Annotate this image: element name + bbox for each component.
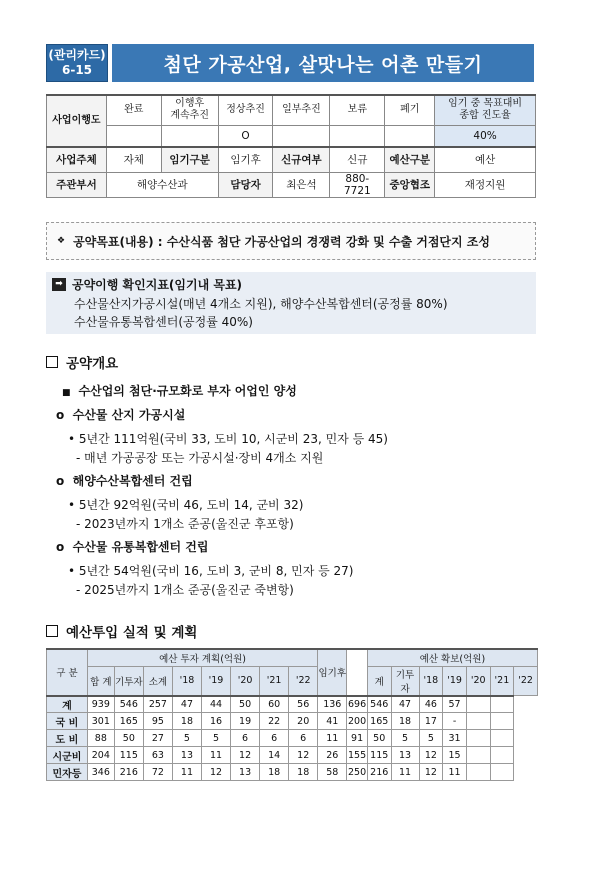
table-row: [47, 696, 538, 713]
secured-cell: 12: [419, 747, 443, 764]
secured-cell: 115: [367, 747, 391, 764]
secured-cell: [466, 730, 490, 747]
kpi-line-2: 수산물유통복합센터(공정률 40%): [74, 315, 253, 329]
label-budget-type: 예산구분: [385, 147, 435, 172]
kpi-header: [52, 276, 536, 292]
plan-cell: 6: [289, 730, 318, 747]
secured-col-1: 기투자: [391, 666, 419, 696]
overview-heading: [46, 352, 118, 372]
secured-cell: 47: [391, 696, 419, 713]
overview-title: 공약개요: [66, 356, 119, 372]
plan-cell: 20: [289, 713, 318, 730]
progress-val-5: [385, 125, 435, 147]
secured-cell: 200: [347, 713, 368, 730]
plan-col-5: '20: [231, 666, 260, 696]
secured-cell: 13: [391, 747, 419, 764]
secured-col-3: '19: [443, 666, 467, 696]
overview-main: [62, 382, 297, 399]
after-cell: 136: [318, 696, 347, 713]
item-1-head-text: 수산물 산지 가공시설: [72, 408, 186, 422]
plan-cell: 939: [87, 696, 114, 713]
kpi-box: [46, 272, 536, 334]
secured-cell: 57: [443, 696, 467, 713]
plan-cell: 6: [231, 730, 260, 747]
plan-cell: 95: [143, 713, 172, 730]
card-header: [46, 44, 534, 82]
square-icon: [46, 356, 58, 368]
progress-col-2: 정상추진: [218, 95, 273, 125]
plan-cell: 19: [231, 713, 260, 730]
secured-cell: 11: [443, 764, 467, 781]
item-3-bullet-text: 5년간 54억원(국비 16, 도비 3, 군비 8, 민자 등 27): [78, 564, 354, 578]
secured-cell: 91: [347, 730, 368, 747]
secured-cell: 250: [347, 764, 368, 781]
plan-cell: 18: [289, 764, 318, 781]
plan-cell: 72: [143, 764, 172, 781]
secured-cell: 11: [391, 764, 419, 781]
term: 임기후: [218, 147, 273, 172]
plan-cell: 13: [172, 747, 201, 764]
progress-val-0: [106, 125, 161, 147]
item-2-bullet-text: 5년간 92억원(국비 46, 도비 14, 군비 32): [78, 498, 304, 512]
secured-cell: [466, 764, 490, 781]
secured-cell: 5: [419, 730, 443, 747]
budget-title: 예산투입 실적 및 계획: [66, 625, 198, 641]
plan-cell: 13: [231, 764, 260, 781]
item-2-sub: - 2023년까지 1개소 준공(울진군 후포항): [76, 517, 294, 531]
plan-cell: 115: [114, 747, 143, 764]
diamond-icon: ❖: [57, 236, 66, 246]
plan-cell: 346: [87, 764, 114, 781]
secured-cell: 165: [367, 713, 391, 730]
secured-cell: 546: [367, 696, 391, 713]
plan-cell: 22: [260, 713, 289, 730]
secured-cell: [490, 713, 514, 730]
secured-cell: 696: [347, 696, 368, 713]
label-department: 주관부서: [47, 172, 107, 197]
new-status: 신규: [330, 147, 385, 172]
item-3-sub: - 2025년까지 1개소 준공(울진군 죽변항): [76, 583, 294, 597]
central-support: 재정지원: [435, 172, 536, 197]
label-central: 중앙협조: [385, 172, 435, 197]
plan-cell: 546: [114, 696, 143, 713]
secured-cell: [490, 730, 514, 747]
after-cell: 26: [318, 747, 347, 764]
secured-cell: 216: [367, 764, 391, 781]
plan-cell: 5: [201, 730, 230, 747]
plan-cell: 216: [114, 764, 143, 781]
secured-cell: 46: [419, 696, 443, 713]
plan-cell: 63: [143, 747, 172, 764]
plan-cell: 6: [260, 730, 289, 747]
card-code-label: (관리카드): [48, 48, 106, 62]
phone: 880-7721: [330, 172, 385, 197]
item-2-head-text: 해양수산복합센터 건립: [72, 474, 193, 488]
after-cell: 58: [318, 764, 347, 781]
plan-cell: 257: [143, 696, 172, 713]
after-cell: 41: [318, 713, 347, 730]
square-icon: [46, 625, 58, 637]
budget-col-label: 구 분: [47, 649, 88, 696]
item-1-head: o 수산물 산지 가공시설: [56, 408, 186, 422]
overview-main-text: 수산업의 첨단·규모화로 부자 어업인 양성: [78, 384, 297, 398]
plan-col-6: '21: [260, 666, 289, 696]
plan-cell: 18: [172, 713, 201, 730]
plan-cell: 18: [260, 764, 289, 781]
progress-col-1: 이행후 계속추진: [161, 95, 218, 125]
card-code: [46, 44, 108, 82]
budget-heading: [46, 621, 197, 641]
plan-cell: 165: [114, 713, 143, 730]
label-project-owner: 사업주체: [47, 147, 107, 172]
table-row: [47, 713, 538, 730]
secured-cell: [466, 696, 490, 713]
row-label: 시군비: [47, 747, 88, 764]
page-title: 첨단 가공산업, 살맛나는 어촌 만들기: [112, 44, 534, 82]
item-3-head-text: 수산물 유통복합센터 건립: [72, 540, 209, 554]
secured-cell: 12: [419, 764, 443, 781]
after-cell: 11: [318, 730, 347, 747]
row-label: 민자등: [47, 764, 88, 781]
plan-cell: 5: [172, 730, 201, 747]
item-2-bullet: • 5년간 92억원(국비 46, 도비 14, 군비 32): [68, 498, 304, 512]
row-label: 도 비: [47, 730, 88, 747]
plan-cell: 14: [260, 747, 289, 764]
project-info-table: [46, 94, 536, 198]
secured-cell: [466, 747, 490, 764]
project-owner: 자체: [106, 147, 161, 172]
progress-val-2: O: [218, 125, 273, 147]
budget-type: 예산: [435, 147, 536, 172]
goal-text: 공약목표(내용) : 수산식품 첨단 가공산업의 경쟁력 강화 및 수출 거점단지 조성: [73, 234, 490, 249]
plan-cell: 204: [87, 747, 114, 764]
item-3-head: o 수산물 유통복합센터 건립: [56, 540, 209, 554]
progress-rate: 40%: [435, 125, 536, 147]
plan-col-4: '19: [201, 666, 230, 696]
table-row: [47, 730, 538, 747]
plan-cell: 12: [231, 747, 260, 764]
label-new: 신규여부: [273, 147, 330, 172]
label-manager: 담당자: [218, 172, 273, 197]
plan-cell: 12: [201, 764, 230, 781]
progress-val-1: [161, 125, 218, 147]
secured-col-5: '21: [490, 666, 514, 696]
secured-header: 예산 확보(억원): [367, 649, 537, 666]
plan-col-7: '22: [289, 666, 318, 696]
progress-col-5: 폐기: [385, 95, 435, 125]
plan-cell: 12: [289, 747, 318, 764]
secured-cell: 5: [391, 730, 419, 747]
secured-cell: 15: [443, 747, 467, 764]
secured-cell: [490, 696, 514, 713]
plan-cell: 44: [201, 696, 230, 713]
table-row: [47, 747, 538, 764]
plan-cell: 50: [114, 730, 143, 747]
plan-cell: 56: [289, 696, 318, 713]
secured-cell: 18: [391, 713, 419, 730]
secured-col-2: '18: [419, 666, 443, 696]
secured-cell: [490, 747, 514, 764]
plan-col-0: 합 계: [87, 666, 114, 696]
plan-cell: 301: [87, 713, 114, 730]
goal-box: [46, 222, 536, 260]
plan-cell: 47: [172, 696, 201, 713]
secured-cell: [466, 713, 490, 730]
table-gap: [347, 649, 368, 696]
plan-cell: 16: [201, 713, 230, 730]
progress-col-0: 완료: [106, 95, 161, 125]
progress-label: 사업이행도: [47, 95, 107, 147]
kpi-title: 공약이행 확인지표(임기내 목표): [72, 277, 243, 292]
table-row: [47, 764, 538, 781]
progress-val-4: [330, 125, 385, 147]
after-header: 임기후: [318, 649, 347, 696]
secured-cell: [490, 764, 514, 781]
card-code-number: 6-15: [61, 63, 93, 77]
progress-col-4: 보류: [330, 95, 385, 125]
item-1-sub: - 매년 가공공장 또는 가공시설·장비 4개소 지원: [76, 451, 324, 465]
secured-cell: -: [443, 713, 467, 730]
plan-cell: 50: [231, 696, 260, 713]
plan-cell: 88: [87, 730, 114, 747]
item-3-bullet: • 5년간 54억원(국비 16, 도비 3, 군비 8, 민자 등 27): [68, 564, 354, 578]
plan-col-3: '18: [172, 666, 201, 696]
plan-cell: 11: [201, 747, 230, 764]
plan-cell: 27: [143, 730, 172, 747]
secured-cell: 17: [419, 713, 443, 730]
label-term: 임기구분: [161, 147, 218, 172]
plan-header: 예산 투자 계획(억원): [87, 649, 317, 666]
secured-cell: 31: [443, 730, 467, 747]
plan-col-1: 기투자: [114, 666, 143, 696]
item-1-bullet: • 5년간 111억원(국비 33, 도비 10, 시군비 23, 민자 등 45): [68, 432, 388, 446]
progress-col-3: 일부추진: [273, 95, 330, 125]
secured-cell: 50: [367, 730, 391, 747]
item-1-bullet-text: 5년간 111억원(국비 33, 도비 10, 시군비 23, 민자 등 45): [78, 432, 388, 446]
kpi-line-1: 수산물산지가공시설(매년 4개소 지원), 해양수산복합센터(공정률 80%): [74, 297, 448, 311]
department: 해양수산과: [106, 172, 218, 197]
plan-cell: 11: [172, 764, 201, 781]
secured-col-4: '20: [466, 666, 490, 696]
item-2-head: o 해양수산복합센터 건립: [56, 474, 193, 488]
budget-table: [46, 648, 538, 781]
secured-cell: 155: [347, 747, 368, 764]
progress-col-6: 임기 중 목표대비 종합 진도율: [435, 95, 536, 125]
manager: 최은석: [273, 172, 330, 197]
secured-col-0: 계: [367, 666, 391, 696]
row-label: 계: [47, 696, 88, 713]
row-label: 국 비: [47, 713, 88, 730]
square-bullet-icon: ■: [62, 388, 71, 398]
plan-col-2: 소계: [143, 666, 172, 696]
plan-cell: 60: [260, 696, 289, 713]
progress-val-3: [273, 125, 330, 147]
secured-col-6: '22: [514, 666, 538, 696]
arrow-right-icon: ➡: [52, 278, 66, 291]
